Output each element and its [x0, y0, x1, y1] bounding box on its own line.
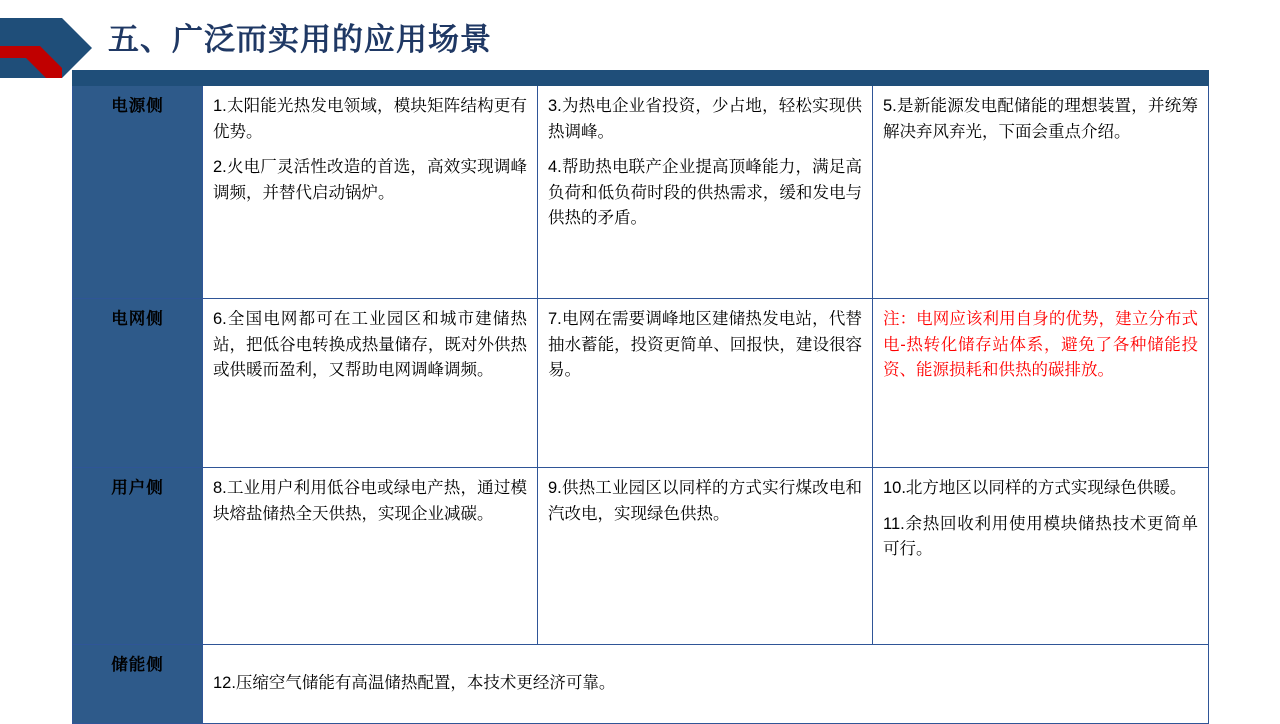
row-label-user: 用户侧 — [73, 468, 203, 645]
cell-paragraph: 3.为热电企业省投资，少占地，轻松实现供热调峰。 — [548, 97, 862, 141]
cell-power-source-c — [873, 86, 1209, 299]
cell-paragraph: 7.电网在需要调峰地区建储热发电站，代替抽水蓄能，投资更简单、回报快，建设很容易。 — [548, 310, 862, 380]
header-cell-b — [538, 71, 873, 86]
application-scenarios-table — [72, 70, 1208, 724]
table-row — [73, 645, 1209, 724]
header-cell-a — [203, 71, 538, 86]
cell-user-b — [538, 468, 873, 645]
row-label-power-source: 电源侧 — [73, 86, 203, 299]
cell-power-source-b — [538, 86, 873, 299]
cell-paragraph: 1.太阳能光热发电领域，模块矩阵结构更有优势。 — [213, 97, 527, 141]
table-header-strip — [73, 71, 1209, 86]
page-title: 五、广泛而实用的应用场景 — [108, 22, 492, 58]
cell-paragraph: 6.全国电网都可在工业园区和城市建储热站，把低谷电转换成热量储存，既对外供热或供暖而盈利，又帮助电网调峰调频。 — [213, 310, 527, 380]
row-label-storage: 储能侧 — [73, 645, 203, 724]
cell-user-a — [203, 468, 538, 645]
row-label-grid: 电网侧 — [73, 299, 203, 468]
cell-paragraph: 9.供热工业园区以同样的方式实行煤改电和汽改电，实现绿色供热。 — [548, 479, 862, 523]
cell-power-source-a — [203, 86, 538, 299]
cell-paragraph: 8.工业用户利用低谷电或绿电产热，通过模块熔盐储热全天供热，实现企业减碳。 — [213, 479, 527, 523]
corner-decoration — [0, 18, 92, 78]
cell-paragraph: 11.余热回收利用使用模块储热技术更简单可行。 — [883, 514, 1198, 559]
cell-grid-b — [538, 299, 873, 468]
cell-paragraph-note: 注：电网应该利用自身的优势，建立分布式电-热转化储存站体系，避免了各种储能投资、能源损耗和供热的碳排放。 — [883, 310, 1198, 380]
table-row — [73, 299, 1209, 468]
cell-paragraph: 4.帮助热电联产企业提高顶峰能力，满足高负荷和低负荷时段的供热需求，缓和发电与供热的矛盾。 — [548, 158, 862, 228]
header-cell-label — [73, 71, 203, 86]
cell-paragraph: 12.压缩空气储能有高温储热配置，本技术更经济可靠。 — [213, 674, 616, 693]
table-row — [73, 86, 1209, 299]
header-cell-c — [873, 71, 1209, 86]
cell-user-c — [873, 468, 1209, 645]
cell-storage-full — [203, 645, 1209, 724]
cell-paragraph: 2.火电厂灵活性改造的首选，高效实现调峰调频，并替代启动锅炉。 — [213, 158, 527, 202]
cell-grid-a — [203, 299, 538, 468]
cell-paragraph: 5.是新能源发电配储能的理想装置，并统筹解决弃风弃光，下面会重点介绍。 — [883, 97, 1198, 141]
cell-paragraph: 10.北方地区以同样的方式实现绿色供暖。 — [883, 479, 1187, 497]
cell-grid-note — [873, 299, 1209, 468]
table-row — [73, 468, 1209, 645]
